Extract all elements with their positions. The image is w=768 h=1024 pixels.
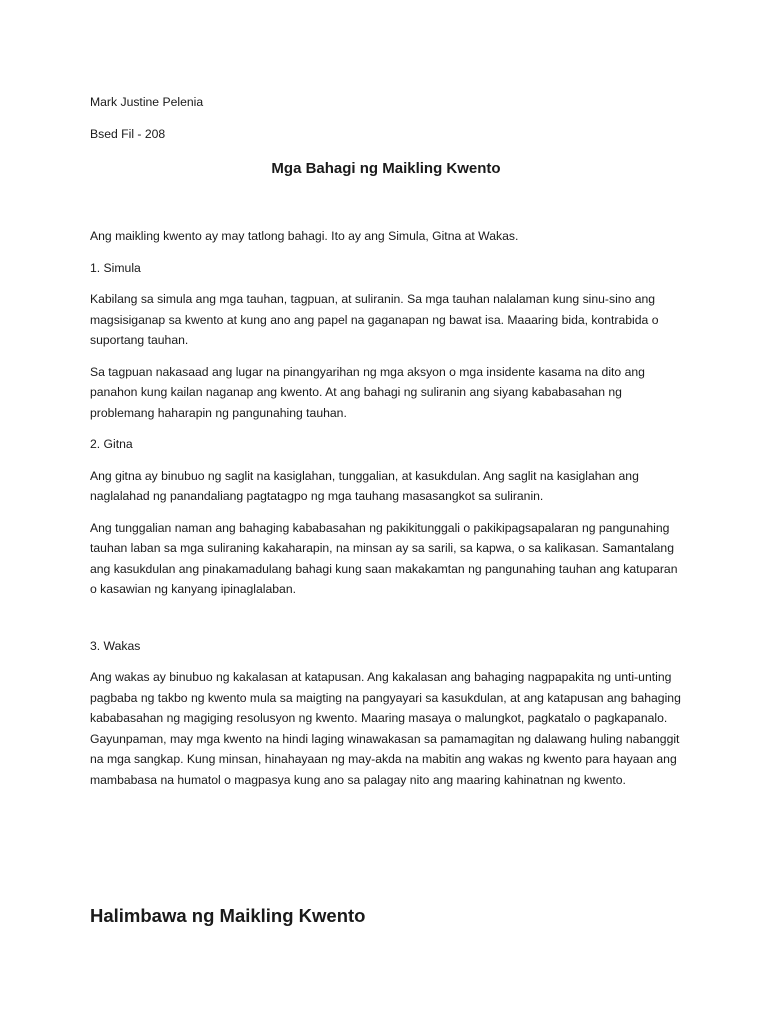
wakas-heading: 3. Wakas [90, 638, 141, 653]
gitna-heading: 2. Gitna [90, 437, 133, 451]
wakas-paragraph: Ang wakas ay binubuo ng kakalasan at katapusan. Ang kakalasan ang bahaging nagpapakita ng unti-unting pagbaba ng takbo ng kwento mula sa maigting na pangyayari sa kasukdulan, at ang katapusan ang bahaging kababasahan ng magiging resolusyon ng kwento. Maaring masaya o malungkot, pagkatalo o pagkapanalo. Gayunpaman, may mga kwento na hindi laging winawakasan sa pamamagitan ng dalawang huling nabanggit na mga sangkap. Kung minsan, hinahayaan ng may-akda na mabitin ang wakas ng kwento para hayaan ang mambabasa na humatol o magpasya kung ano sa palagay nito ang maaring kahinatnan ng kwento. [90, 670, 681, 787]
simula-paragraph: Sa tagpuan nakasaad ang lugar na pinangyarihan ng mga aksyon o mga insidente kasama na dito ang panahon kung kailan naganap ang kwento. At ang bahagi ng suliranin ang siyang kababasahan ng problemang haharapin ng pangunahing tauhan. [90, 364, 645, 420]
class-section: Bsed Fil - 208 [90, 126, 166, 141]
gitna-paragraph: Ang gitna ay binubuo ng saglit na kasiglahan, tunggalian, at kasukdulan. Ang saglit na kasiglahan ang naglalahad ng panandaliang pagtatagpo ng mga tauhang masasangkot sa suliranin. [90, 468, 639, 503]
simula-paragraph: Kabilang sa simula ang mga tauhan, tagpuan, at suliranin. Sa mga tauhan nalalaman kung sinu-sino ang magsisiganap sa kwento at kung ano ang papel na gaganapan ng bawat isa. Maaaring bida, kontrabida o suportang tauhan. [90, 292, 659, 347]
simula-heading: 1. Simula [90, 260, 141, 275]
document-body [90, 92, 682, 790]
document-title: Mga Bahagi ng Maikling Kwento [271, 160, 501, 177]
gitna-paragraph: Ang tunggalian naman ang bahaging kababasahan ng pakikitunggali o pakikipagsapalaran ng pangunahing tauhan laban sa mga suliraning kakaharapin, na minsan ay sa sarili, sa kapwa, o sa kalikasan. Samantalang ang kasukdulan ang pinakamadulang bahagi kung saan makakamtan ng pangunahing tauhan ang katuparan o kasawian ng kanyang ipinaglalaban. [90, 520, 678, 596]
section-heading-halimbawa: Halimbawa ng Maikling Kwento [90, 905, 366, 926]
intro-paragraph: Ang maikling kwento ay may tatlong bahagi. Ito ay ang Simula, Gitna at Wakas. [90, 229, 519, 243]
author-name: Mark Justine Pelenia [90, 95, 204, 109]
